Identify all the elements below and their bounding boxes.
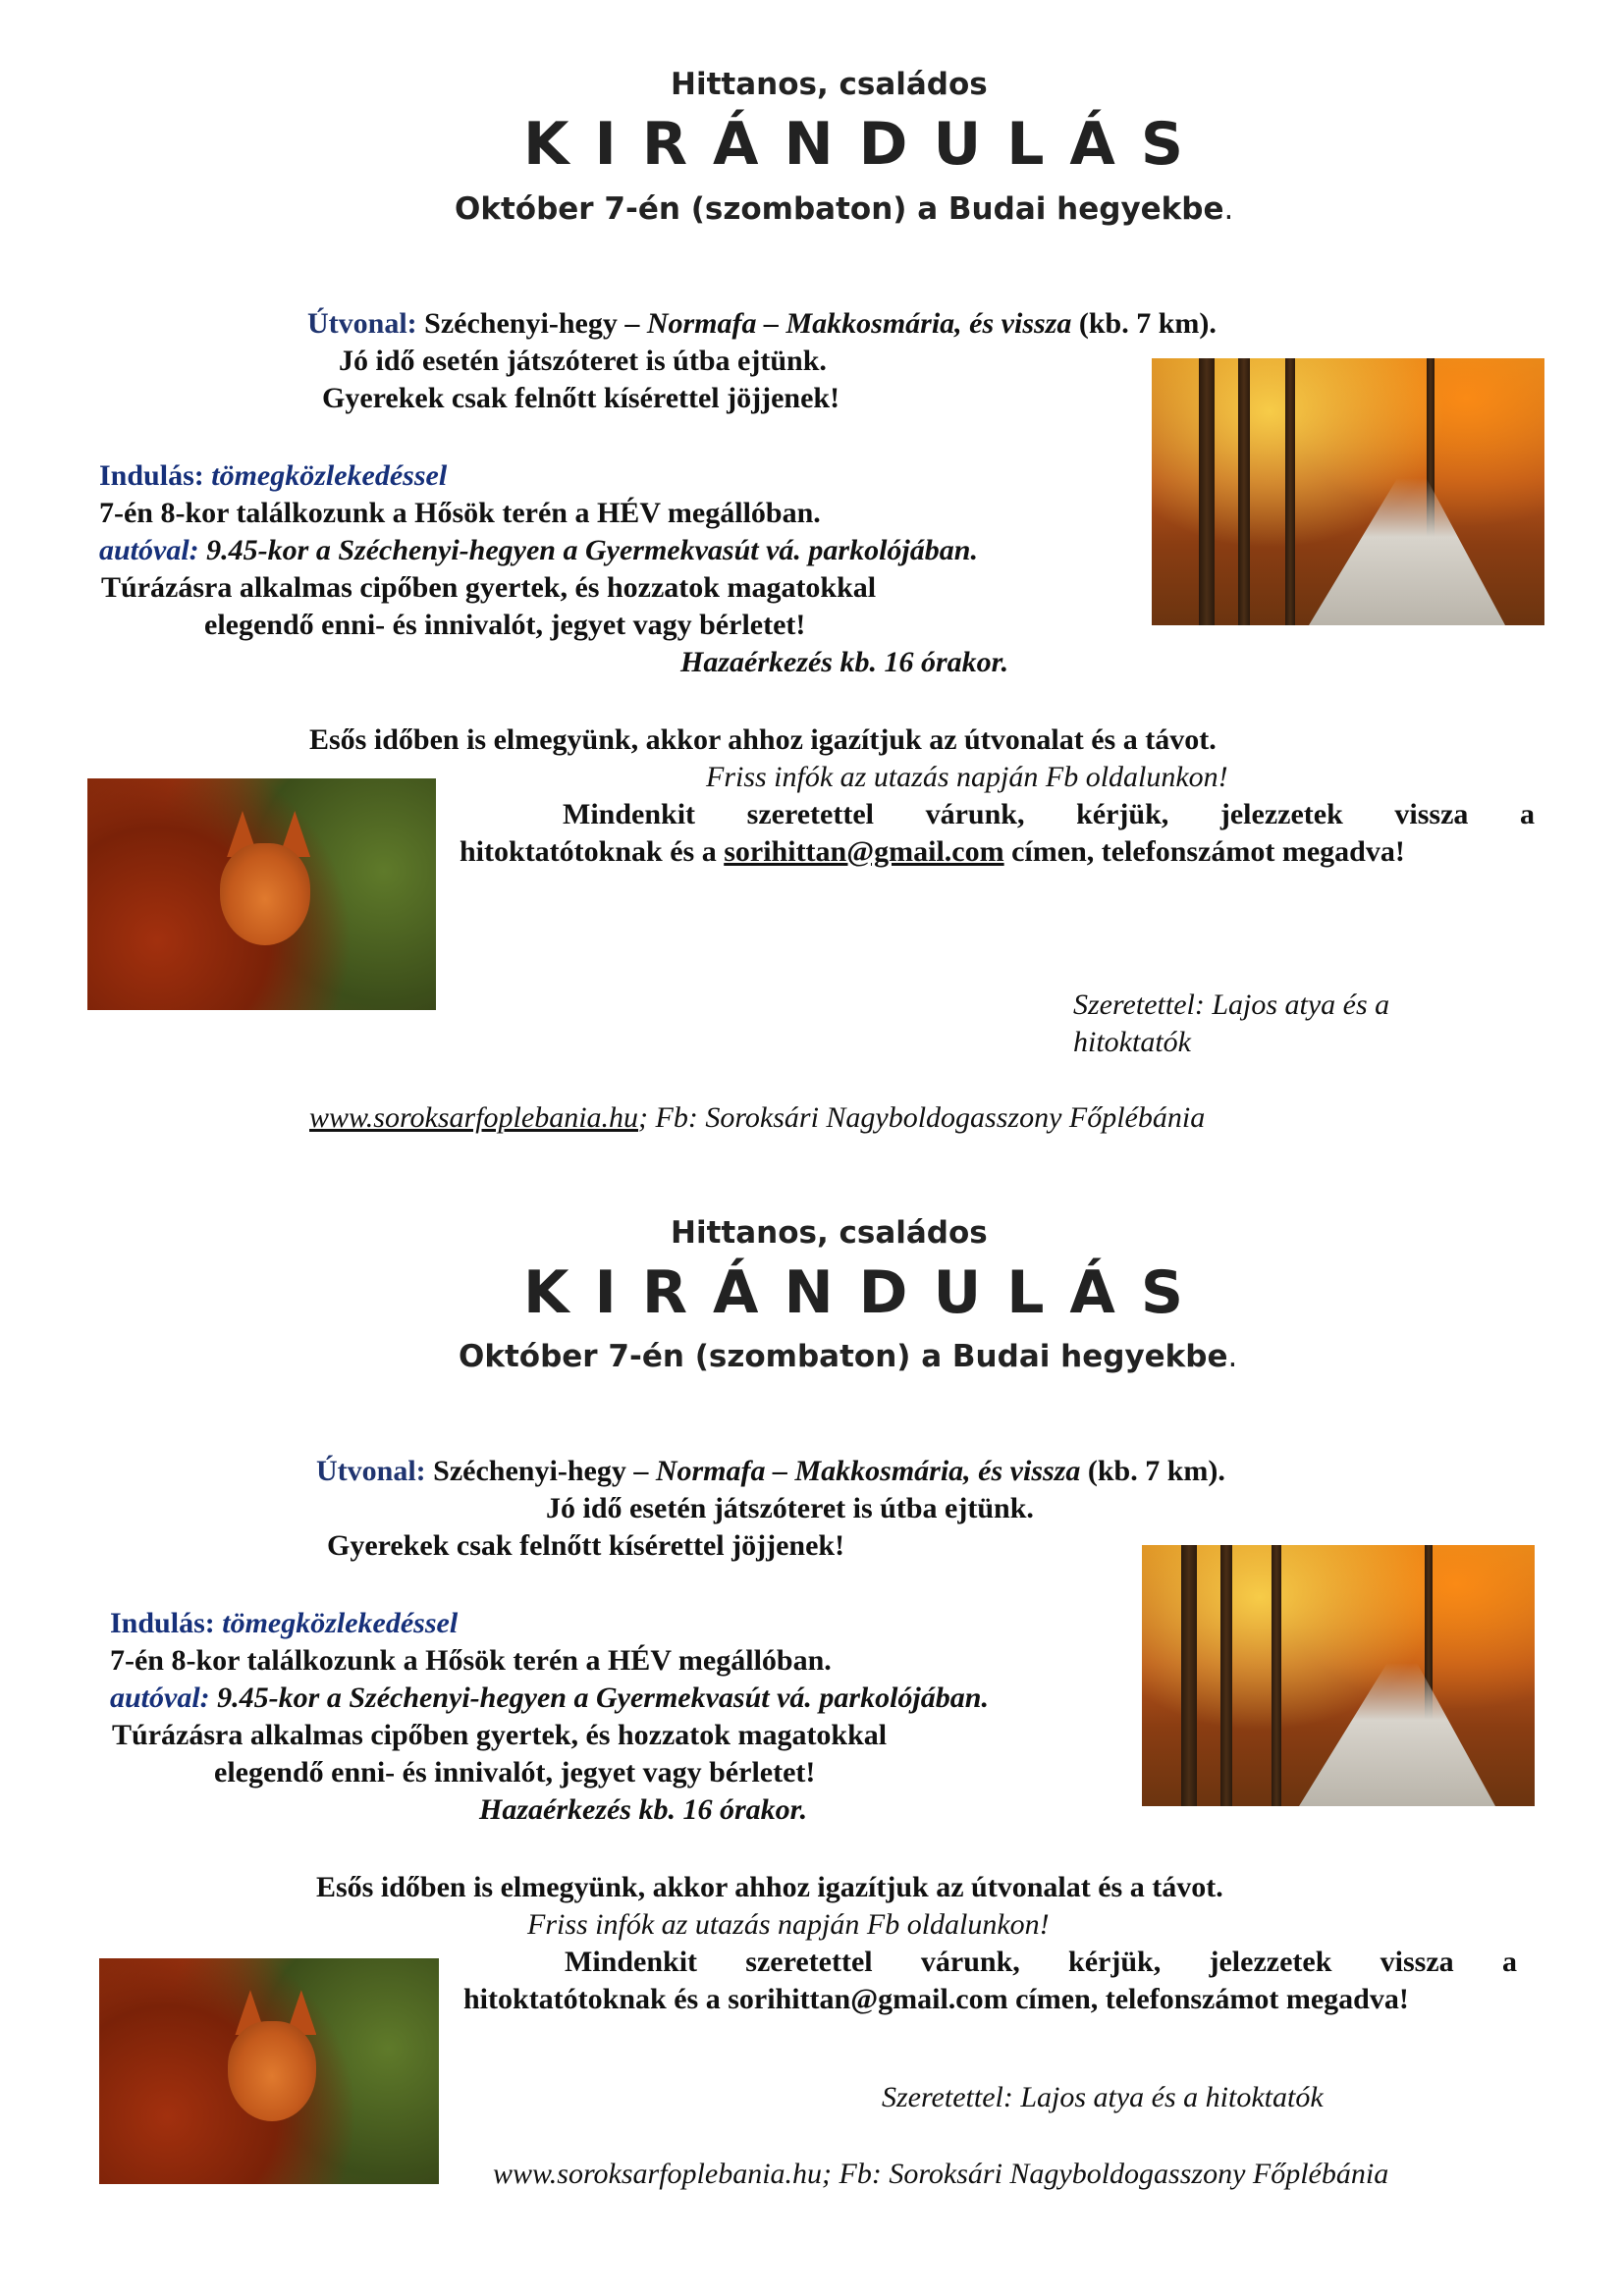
footer-line: www.soroksarfoplebania.hu; Fb: Soroksári Nagyboldogasszony Főplébánia: [309, 1101, 1206, 1134]
return-line: Hazaérkezés kb. 16 órakor.: [479, 1793, 808, 1826]
subtitle-heading: Hittanos, családos: [671, 67, 988, 102]
email-text: sorihittan@gmail.com: [728, 1983, 1008, 2015]
fb-info-line: Friss infók az utazás napján Fb oldalunkon!: [706, 761, 1228, 793]
fb-info-line: Friss infók az utazás napján Fb oldalunkon!: [527, 1908, 1050, 1941]
car-line: autóval: 9.45-kor a Széchenyi-hegyen a Gyermekvasút vá. parkolójában.: [99, 534, 978, 566]
playground-line: Jó idő esetén játszóteret is útba ejtünk.: [546, 1492, 1034, 1524]
food-line: elegendő enni- és innivalót, jegyet vagy bérletet!: [214, 1756, 816, 1789]
welcome-line: Mindenkit szeretettel várunk, kérjük, jelezzetek vissza a: [565, 1946, 1517, 1978]
flyer-bottom: [0, 1148, 1624, 2295]
shoes-line: Túrázásra alkalmas cipőben gyertek, és hozzatok magatokkal: [101, 571, 877, 604]
car-line: autóval: 9.45-kor a Széchenyi-hegyen a Gyermekvasút vá. parkolójában.: [110, 1682, 989, 1714]
contact-line: hitoktatótoknak és a sorihittan@gmail.com címen, telefonszámot megadva!: [460, 835, 1405, 868]
playground-line: Jó idő esetén játszóteret is útba ejtünk.: [339, 345, 827, 377]
children-line: Gyerekek csak felnőtt kísérettel jöjjenek!: [327, 1529, 845, 1562]
autumn-forest-image: [1142, 1545, 1535, 1806]
autumn-forest-image: [1152, 358, 1544, 625]
children-line: Gyerekek csak felnőtt kísérettel jöjjenek!: [322, 382, 840, 414]
meeting-line: 7-én 8-kor találkozunk a Hősök terén a HÉV megállóban.: [99, 497, 821, 529]
signature-line-1: Szeretettel: Lajos atya és a: [1073, 988, 1390, 1021]
signature-line: Szeretettel: Lajos atya és a hitoktatók: [882, 2081, 1324, 2113]
date-heading: Október 7-én (szombaton) a Budai hegyekbe.: [459, 1339, 1238, 1374]
shoes-line: Túrázásra alkalmas cipőben gyertek, és hozzatok magatokkal: [112, 1719, 888, 1751]
email-link[interactable]: sorihittan@gmail.com: [724, 835, 1004, 868]
main-title: KIRÁNDULÁS: [523, 1258, 1210, 1327]
departure-line: Indulás: tömegközlekedéssel: [110, 1607, 459, 1639]
meeting-line: 7-én 8-kor találkozunk a Hősök terén a HÉV megállóban.: [110, 1644, 832, 1677]
rain-line: Esős időben is elmegyünk, akkor ahhoz igazítjuk az útvonalat és a távot.: [309, 723, 1217, 756]
subtitle-heading: Hittanos, családos: [671, 1215, 988, 1251]
welcome-line: Mindenkit szeretettel várunk, kérjük, jelezzetek vissza a: [563, 798, 1535, 830]
footer-line: www.soroksarfoplebania.hu; Fb: Soroksári Nagyboldogasszony Főplébánia: [493, 2158, 1389, 2190]
fox-image: [99, 1958, 439, 2184]
main-title: KIRÁNDULÁS: [523, 110, 1210, 179]
website-link[interactable]: www.soroksarfoplebania.hu: [309, 1101, 639, 1134]
route-line: Útvonal: Széchenyi-hegy – Normafa – Makkosmária, és vissza (kb. 7 km).: [316, 1455, 1225, 1487]
fox-image: [87, 778, 436, 1010]
website-text: www.soroksarfoplebania.hu: [493, 2158, 823, 2190]
food-line: elegendő enni- és innivalót, jegyet vagy bérletet!: [204, 609, 806, 641]
return-line: Hazaérkezés kb. 16 órakor.: [680, 646, 1009, 678]
signature-line-2: hitoktatók: [1073, 1026, 1191, 1058]
route-line: Útvonal: Széchenyi-hegy – Normafa – Makkosmária, és vissza (kb. 7 km).: [307, 307, 1217, 340]
contact-line: hitoktatótoknak és a sorihittan@gmail.com címen, telefonszámot megadva!: [463, 1983, 1409, 2015]
departure-line: Indulás: tömegközlekedéssel: [99, 459, 448, 492]
date-heading: Október 7-én (szombaton) a Budai hegyekbe.: [455, 191, 1234, 227]
rain-line: Esős időben is elmegyünk, akkor ahhoz igazítjuk az útvonalat és a távot.: [316, 1871, 1223, 1903]
